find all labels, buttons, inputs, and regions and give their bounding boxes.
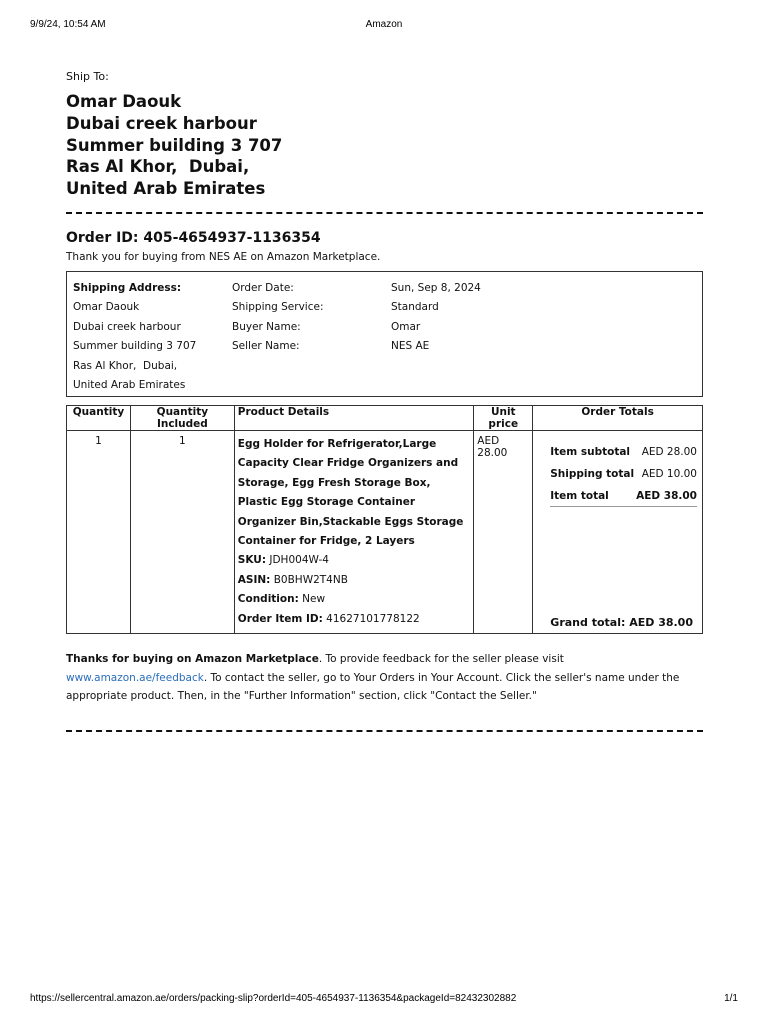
ship-to-line2: Summer building 3 707 <box>66 135 283 155</box>
shipping-address-line: Omar Daouk <box>73 301 140 314</box>
shipping-info-box <box>66 271 703 397</box>
order-id: Order ID: 405-4654937-1136354 <box>66 230 321 246</box>
buyer-name-value: Omar <box>391 320 421 333</box>
ship-to-country: United Arab Emirates <box>66 179 266 199</box>
shipping-address-line: Dubai creek harbour <box>73 320 181 333</box>
buyer-name-label: Buyer Name: <box>232 320 301 333</box>
feedback-link[interactable]: www.amazon.ae/feedback <box>66 671 204 684</box>
grand-total: Grand total: AED 38.00 <box>550 616 693 629</box>
feedback-message <box>66 650 703 706</box>
product-order-item-id: Order Item ID: 41627101778122 <box>237 612 420 625</box>
ship-to-address <box>66 91 282 200</box>
seller-name-value: NES AE <box>391 340 430 353</box>
print-title: Amazon <box>365 19 403 30</box>
shipping-address-column <box>73 279 196 395</box>
ship-to-name: Omar Daouk <box>66 92 182 111</box>
item-total-row: Item total AED 38.00 <box>550 485 697 507</box>
cell-quantity: 1 <box>67 431 131 634</box>
order-date-label: Order Date: <box>232 282 294 294</box>
ship-to-line1: Dubai creek harbour <box>66 113 257 133</box>
divider-bottom <box>66 730 703 732</box>
shipping-service-value: Standard <box>391 301 439 314</box>
order-info-labels <box>232 279 324 357</box>
page-number: 1/1 <box>724 993 738 1004</box>
cell-product-details <box>234 431 474 634</box>
feedback-text2: . To contact the seller, go to Your Orders in Your Account. Click the seller's name under the appropriate product. Then, in the "Further Information" section, click "Contact the Seller." <box>66 671 680 703</box>
header-product-details: Product Details <box>234 406 474 431</box>
table-header-row <box>67 406 703 431</box>
product-sku: SKU: JDH004W-4 <box>237 554 329 567</box>
header-order-totals: Order Totals <box>533 406 703 431</box>
shipping-total-row: Shipping total AED 10.00 <box>550 468 697 480</box>
order-info-values <box>391 279 481 357</box>
header-unit-price: Unit price <box>474 406 533 431</box>
order-items-table <box>66 405 703 634</box>
cell-quantity-included: 1 <box>130 431 234 634</box>
order-thank-you: Thank you for buying from NES AE on Amazon Marketplace. <box>66 251 381 263</box>
product-name: Egg Holder for Refrigerator,Large Capacity Clear Fridge Organizers and Storage, Egg Fresh Storage Box, Plastic Egg Storage Container Organizer Bin,Stackable Eggs Storage Container for Fridge, 2 Layers <box>237 438 464 548</box>
ship-to-line3: Ras Al Khor, Dubai, <box>66 157 250 177</box>
shipping-address-line: Ras Al Khor, Dubai, <box>73 359 178 372</box>
shipping-address-label: Shipping Address: <box>73 282 182 294</box>
shipping-address-line: United Arab Emirates <box>73 379 186 392</box>
product-asin: ASIN: B0BHW2T4NB <box>237 573 348 586</box>
item-subtotal-row: Item subtotal AED 28.00 <box>550 446 697 458</box>
print-datetime: 9/9/24, 10:54 AM <box>30 19 106 30</box>
seller-name-label: Seller Name: <box>232 340 300 353</box>
ship-to-label: Ship To: <box>66 70 109 83</box>
divider-top <box>66 212 703 214</box>
cell-unit-price: AED 28.00 <box>474 431 533 634</box>
header-quantity-included: Quantity Included <box>130 406 234 431</box>
cell-order-totals <box>533 431 703 634</box>
print-url: https://sellercentral.amazon.ae/orders/packing-slip?orderId=405-4654937-1136354&packageId=82432302882 <box>30 993 517 1004</box>
feedback-bold: Thanks for buying on Amazon Marketplace <box>66 653 319 665</box>
order-date-value: Sun, Sep 8, 2024 <box>391 282 481 294</box>
shipping-service-label: Shipping Service: <box>232 301 324 314</box>
table-row <box>67 431 703 634</box>
shipping-address-line: Summer building 3 707 <box>73 340 197 353</box>
product-condition: Condition: New <box>237 593 326 606</box>
feedback-text1: . To provide feedback for the seller please visit <box>318 653 564 665</box>
header-quantity: Quantity <box>67 406 131 431</box>
